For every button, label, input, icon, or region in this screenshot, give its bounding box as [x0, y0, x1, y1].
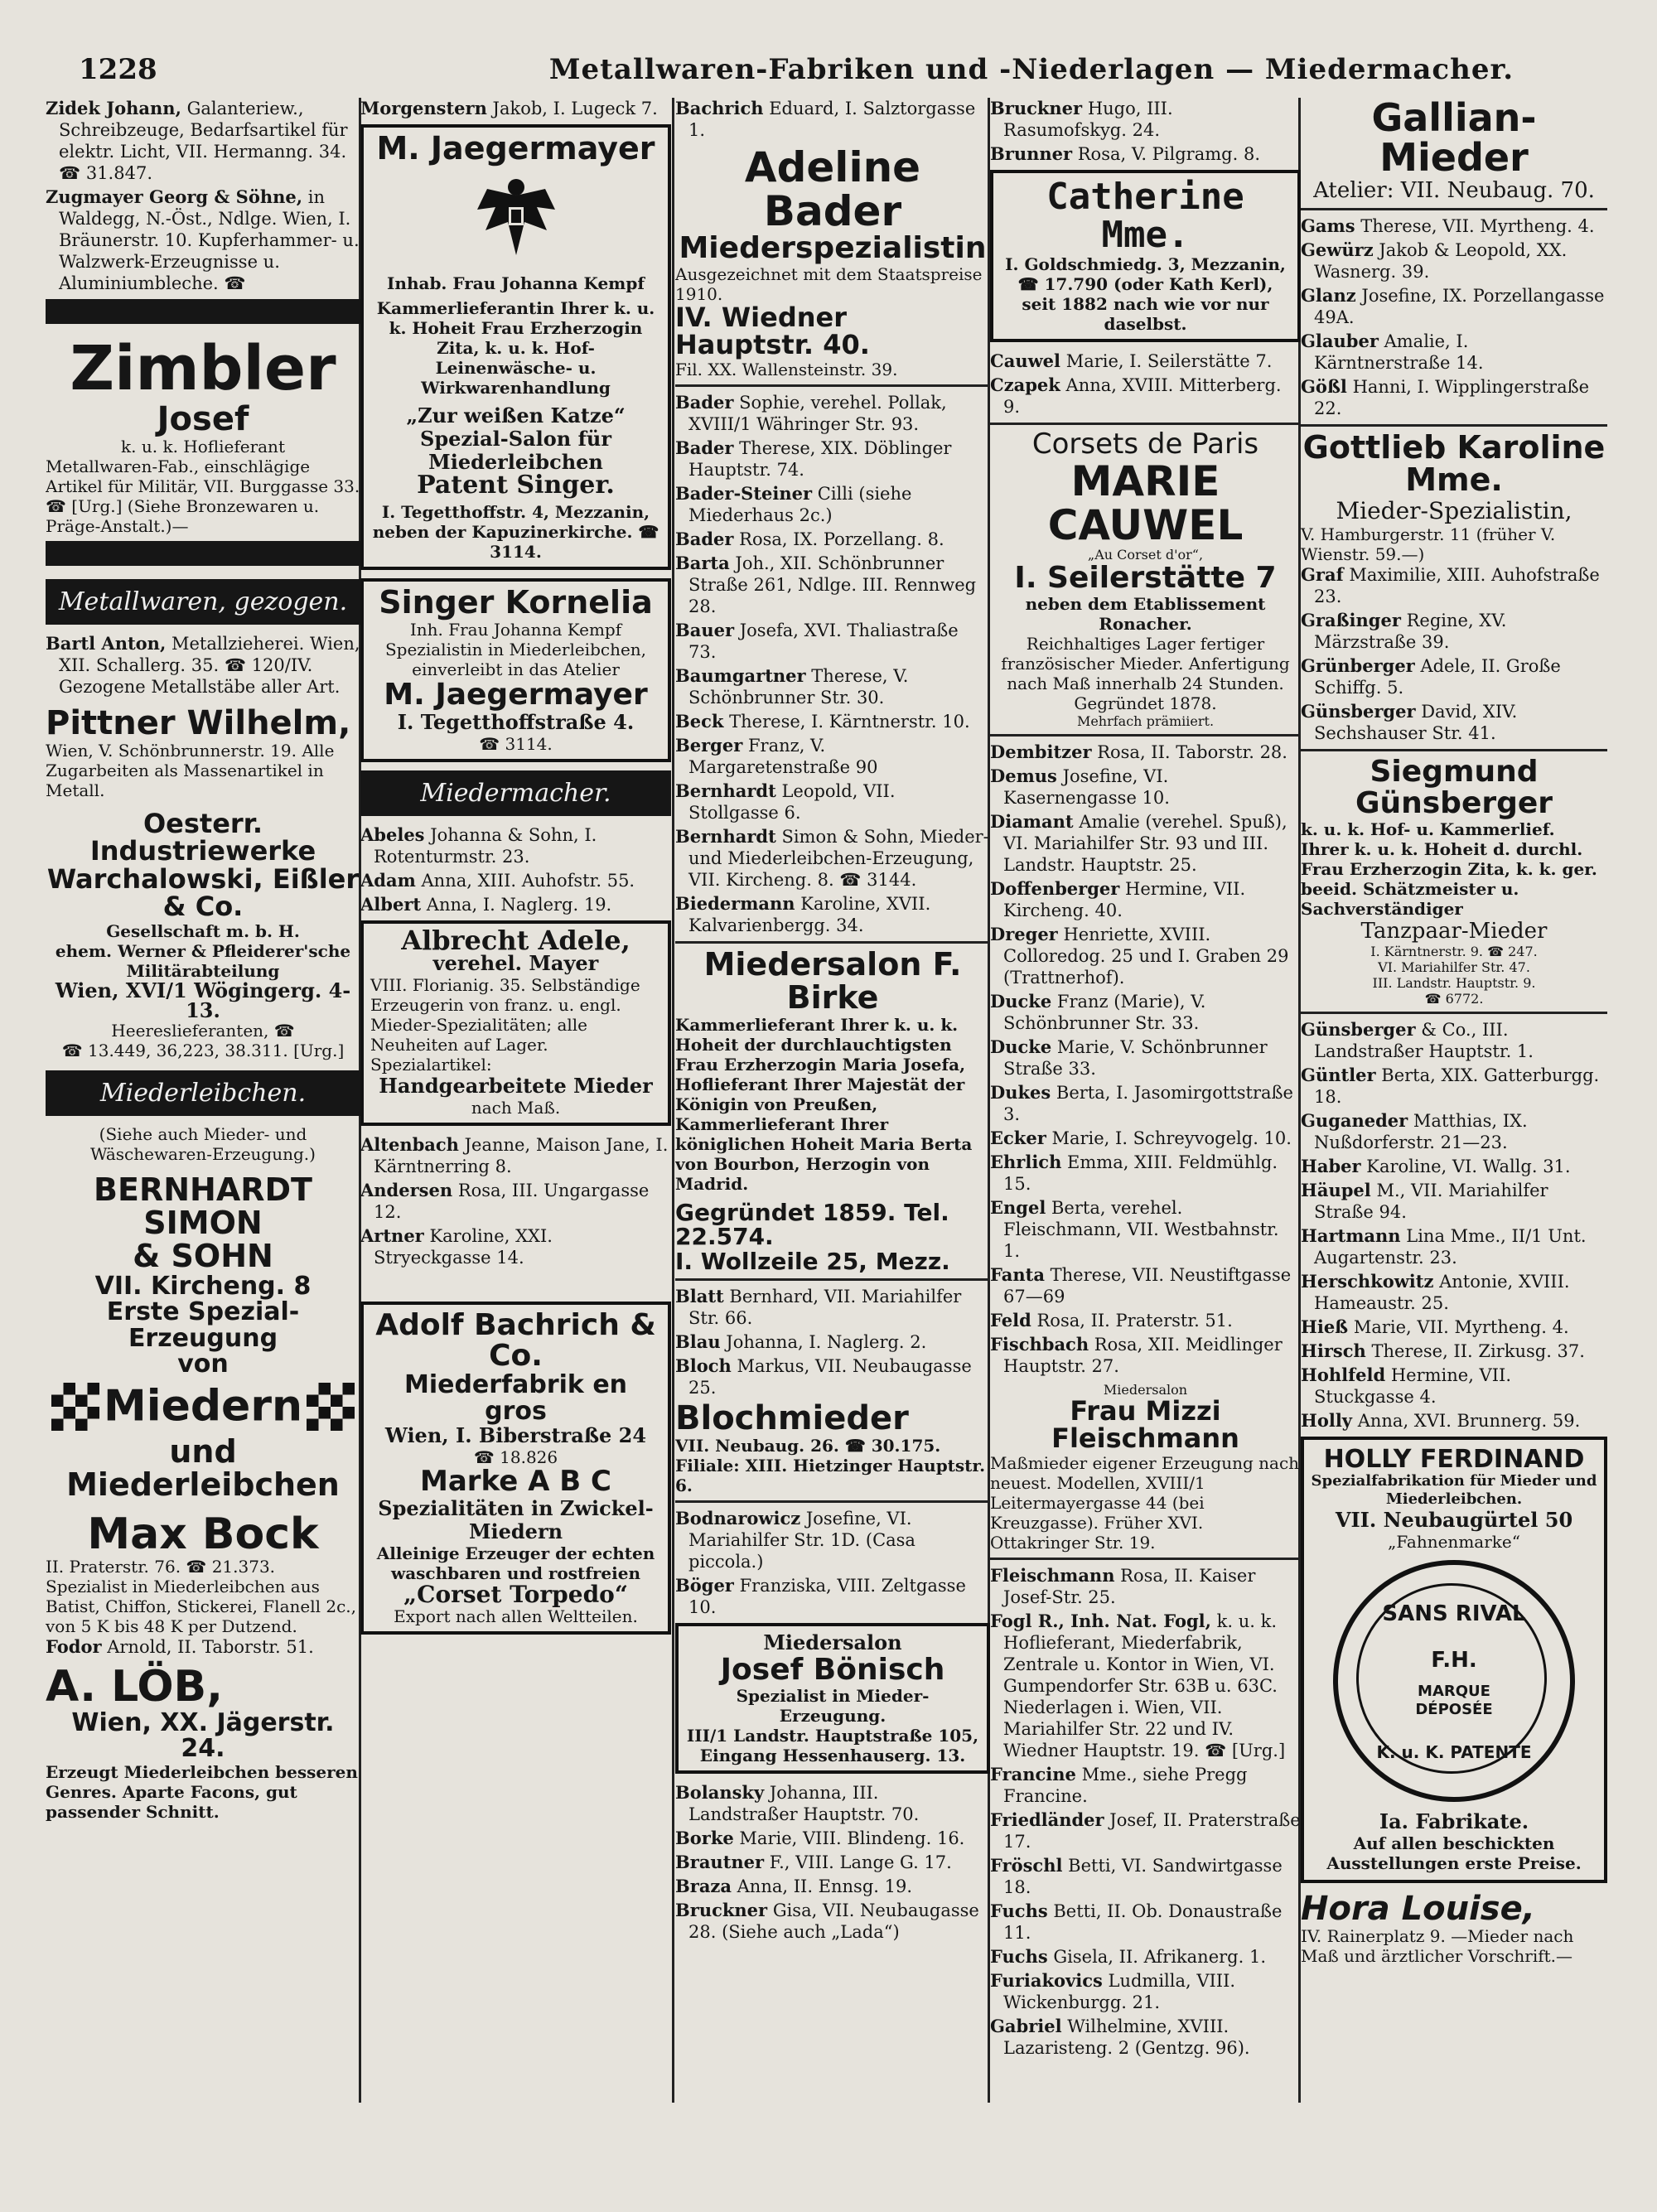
listing-entry: Zugmayer Georg & Söhne, in Waldegg, N.-Öst., Ndlge. Wien, I. Bräunerstr. 10. Kupferhammer- u. Walzwerk-Erzeugnisse u. Aluminiumbleche. ☎ — [46, 186, 360, 293]
listing-entry: Guganeder Matthias, IX. Nußdorferstr. 21—23. — [1301, 1109, 1528, 1152]
ad-max-bock: Max Bock II. Praterstr. 76. ☎ 21.373. Spezialist in Miederleibchen aus Batist, Chiffon, Stickerei, Flanell 2c., von 5 K bis 48 K per Dutzend. — [46, 1509, 356, 1637]
ad-albrecht-adele: Albrecht Adele, verehel. Mayer VIII. Florianig. 35. Selbständige Erzeugerin von franz. u. engl. Mieder-Spezialitäten; alle Neuheiten auf Lager. Spezialartikel: Handgearbeitete Mieder nach Maß. — [360, 920, 671, 1126]
listing-entry: Glanz Josefine, IX. Porzellangasse 49A. — [1301, 284, 1605, 327]
listing-entry: Fanta Therese, VII. Neustiftgasse 67—69 — [990, 1263, 1292, 1306]
listing-entry: Bader-Steiner Cilli (siehe Miederhaus 2c.) — [675, 482, 912, 525]
listing-entry: Güntler Berta, XIX. Gatterburgg. 18. — [1301, 1064, 1600, 1107]
checker-ornament-icon — [51, 1383, 99, 1431]
listing-entry: Fuchs Betti, II. Ob. Donaustraße 11. — [990, 1900, 1283, 1944]
divider-bar — [46, 541, 360, 566]
ad-siegmund-guensberger: Siegmund Günsberger k. u. k. Hof- u. Kammerlief. Ihrer k. u. k. Hoheit d. durchl. Frau Erzherzogin Zita, k. k. ger. beeid. Schätzmeister u. Sachverständiger Tanzpaar-Mieder I. Kärntnerstr. 9. ☎ 247. VI. Mariahilfer Str. 47. III. Landstr. Hauptstr. 9. ☎ 6772. — [1301, 755, 1597, 1007]
ad-marie-cauwel: Corsets de Paris MARIE CAUWEL „Au Corset d'or“, I. Seilerstätte 7 neben dem Etablissement Ronacher. Reichhaltiges Lager fertiger französischer Mieder. Anfertigung nach Maß innerhalb 24 Stunden. Gegründet 1878. Mehrfach prämiiert. — [1001, 427, 1290, 729]
column-2 — [360, 98, 671, 2111]
listing-entry: Friedländer Josef, II. Praterstraße 17. — [990, 1809, 1301, 1852]
double-eagle-crest-icon — [471, 172, 562, 263]
divider-line — [990, 423, 1301, 425]
listing-entry: Haber Karoline, VI. Wallg. 31. — [1301, 1155, 1571, 1176]
listing-entry: Gabriel Wilhelmine, XVIII. Lazaristeng. 2 (Gentzg. 96). — [990, 2016, 1250, 2059]
listing-entry: Bloch Markus, VII. Neubaugasse 25. — [675, 1355, 972, 1398]
listing-entry: Fuchs Gisela, II. Afrikanerg. 1. — [990, 1946, 1266, 1968]
listing-entry: Günsberger & Co., III. Landstraßer Hauptstr. 1. — [1301, 1018, 1534, 1061]
listing-entry: Holly Anna, XVI. Brunnerg. 59. — [1301, 1409, 1581, 1431]
listing-entry: Andersen Rosa, III. Ungargasse 12. — [360, 1179, 650, 1222]
listing-entry: Fodor Arnold, II. Taborstr. 51. — [46, 1636, 314, 1658]
listing-entry: Bernhardt Simon & Sohn, Mieder- und Miederleibchen-Erzeugung, VII. Kircheng. 8. ☎ 3144. — [675, 825, 989, 890]
section-heading: Miederleibchen. — [46, 1070, 360, 1116]
listing-entry: Hartmann Lina Mme., II/1 Unt. Augartenstr. 23. — [1301, 1224, 1587, 1268]
sans-rival-seal-icon: SANS RIVAL F.H. MARQUE DÉPOSÉE K. u. K. PATENTE — [1333, 1560, 1575, 1802]
listing-entry: Engel Berta, verehel. Fleischmann, VII. Westbahnstr. 1. — [990, 1196, 1279, 1261]
listing-entry: Baumgartner Therese, V. Schönbrunner Str. 30. — [675, 664, 909, 708]
listing-entry: Abeles Johanna & Sohn, I. Rotenturmstr. 23. — [360, 823, 597, 867]
listing-entry: Grünberger Adele, II. Große Schiffg. 5. — [1301, 655, 1561, 698]
ad-a-loeb: A. LÖB, Wien, XX. Jägerstr. 24. Erzeugt Miederleibchen besseren Genres. Aparte Facons, gut passender Schnitt. — [46, 1662, 358, 1822]
divider-line — [990, 734, 1301, 737]
listing-entry: Czapek Anna, XVIII. Mitterberg. 9. — [990, 374, 1282, 418]
divider-line — [1301, 424, 1607, 427]
listing-entry: Dukes Berta, I. Jasomirgottstraße 3. — [990, 1081, 1293, 1124]
listing-entry: Demus Josefine, VI. Kasernengasse 10. — [990, 765, 1170, 808]
listing-entry: Diamant Amalie (verehel. Spuß), VI. Mariahilfer Str. 93 und III. Landstr. Hauptstr. 25. — [990, 810, 1287, 875]
listing-entry: Albert Anna, I. Naglerg. 19. — [360, 893, 612, 915]
ad-blochmieder: Blochmieder VII. Neubaug. 26. ☎ 30.175. Filiale: XIII. Hietzinger Hauptstr. 6. — [675, 1398, 986, 1495]
ad-singer-kornelia: Singer Kornelia Inh. Frau Johanna Kempf Spezialistin in Miederleibchen, einverleibt in das Atelier M. Jaegermayer I. Tegetthoffstraße 4. ☎ 3114. — [360, 578, 671, 762]
listing-entry: Doffenberger Hermine, VII. Kircheng. 40. — [990, 877, 1246, 920]
listing-entry: Francine Mme., siehe Pregg Francine. — [990, 1764, 1248, 1807]
page-number: 1228 — [79, 53, 157, 86]
listing-entry: Bolansky Johanna, III. Landstraßer Hauptstr. 70. — [675, 1781, 920, 1824]
divider-line — [675, 941, 990, 944]
listing-entry: Adam Anna, XIII. Auhofstr. 55. — [360, 869, 635, 891]
listing-entry: Cauwel Marie, I. Seilerstätte 7. — [990, 350, 1273, 372]
cross-reference-note: (Siehe auch Mieder- und Wäschewaren-Erzeugung.) — [90, 1124, 316, 1165]
ad-adeline-bader: Adeline Bader Miederspezialistin Ausgezeichnet mit dem Staatspreise 1910. IV. Wiedner Hauptstr. 40. Fil. XX. Wallensteinstr. 39. — [675, 143, 987, 379]
listing-entry: Blau Johanna, I. Naglerg. 2. — [675, 1331, 927, 1352]
listing-entry: Bernhardt Leopold, VII. Stollgasse 6. — [675, 780, 896, 823]
listing-entry: Berger Franz, V. Margaretenstraße 90 — [675, 734, 878, 777]
listing-entry: Bodnarowicz Josefine, VI. Mariahilfer Str. 1D. (Casa piccola.) — [675, 1507, 915, 1572]
ad-mizzi-fleischmann: Miedersalon Frau Mizzi Fleischmann Maßmieder eigener Erzeugung nach neuest. Modellen, XVIII/1 Leitermayergasse 44 (bei Kreuzgasse). Früher XVI. Ottakringer Str. 19. — [990, 1381, 1300, 1553]
ad-oesterr-industriewerke: Oesterr. Industriewerke Warchalowski, Eißler & Co. Gesellschaft m. b. H. ehem. Werner & Pfleiderer'sche Militärabteilung Wien, XVI/1 Wögingerg. 4-13. Heereslieferanten, ☎ ☎ 13.449, 36,223, 38.311. [Urg.] — [46, 807, 360, 1061]
section-heading: Miedermacher. — [360, 770, 671, 816]
divider-line — [990, 1558, 1301, 1560]
listing-entry: Fogl R., Inh. Nat. Fogl, k. u. k. Hoflieferant, Miederfabrik, Zentrale u. Kontor in Wien, VI. Gumpendorfer Str. 63B u. 63C. Niederlagen i. Wien, VII. Mariahilfer Str. 22 und IV. Wiedner Hauptstr. 19. ☎ [Urg.] — [990, 1611, 1286, 1761]
listing-entry: Graf Maximilie, XIII. Auhofstraße 23. — [1301, 564, 1600, 607]
listing-entry: Bader Rosa, IX. Porzellang. 8. — [675, 528, 944, 549]
listing-entry: Artner Karoline, XXI. Stryeckgasse 14. — [360, 1224, 553, 1268]
ad-pittner: Pittner Wilhelm, Wien, V. Schönbrunnerstr. 19. Alle Zugarbeiten als Massenartikel in Metall. — [46, 703, 351, 800]
ad-hora-louise: Hora Louise, IV. Rainerplatz 9. —Mieder nach Maß und ärztlicher Vorschrift.— — [1301, 1890, 1574, 1967]
listing-entry: Gewürz Jakob & Leopold, XX. Wasnerg. 39. — [1301, 239, 1568, 282]
listing-entry: Morgenstern Jakob, I. Lugeck 7. — [360, 98, 658, 118]
listing-entry: Bruckner Hugo, III. Rasumofskyg. 24. — [990, 98, 1173, 140]
listing-entry: Blatt Bernhard, VII. Mariahilfer Str. 66. — [675, 1285, 962, 1328]
listing-entry: Dembitzer Rosa, II. Taborstr. 28. — [990, 741, 1287, 762]
listing-entry: Böger Franziska, VIII. Zeltgasse 10. — [675, 1574, 966, 1617]
listing-entry: Hirsch Therese, II. Zirkusg. 37. — [1301, 1340, 1585, 1361]
column-1 — [46, 98, 360, 2111]
ad-catherine-mme: Catherine Mme. I. Goldschmiedg. 3, Mezzanin, ☎ 17.790 (oder Kath Kerl), seit 1882 nach wie vor nur daselbst. — [990, 170, 1301, 342]
listing-entry: Bauer Josefa, XVI. Thaliastraße 73. — [675, 619, 959, 662]
ad-miedersalon-birke: Miedersalon F. Birke Kammerlieferant Ihrer k. u. k. Hoheit der durchlauchtigsten Frau Erzherzogin Maria Josefa, Hoflieferant Ihrer Majestät der Königin von Preußen, Kammerlieferant Ihrer königlichen Hoheit Maria Berta von Bourbon, Herzogin von Madrid. Gegründet 1859. Tel. 22.574. I. Wollzeile 25, Mezz. — [675, 945, 973, 1275]
listing-entry: Borke Marie, VIII. Blindeng. 16. — [675, 1827, 965, 1848]
listing-entry: Brunner Rosa, V. Pilgramg. 8. — [990, 143, 1260, 164]
divider-line — [1301, 208, 1607, 210]
listing-entry: Dreger Henriette, XVIII. Colloredog. 25 und I. Graben 29 (Trattnerhof). — [990, 923, 1289, 988]
listing-entry: Bruckner Gisa, VII. Neubaugasse 28. (Siehe auch „Lada“) — [675, 1899, 979, 1942]
ad-holly-ferdinand: HOLLY FERDINAND Spezialfabrikation für Mieder und Miederleibchen. VII. Neubaugürtel 50 „Fahnenmarke“ SANS RIVAL F.H. MARQUE DÉPOSÉE K. u. K. PATENTE Ia. Fabrikate. Auf allen beschickten Ausstellungen erste Preise. — [1301, 1437, 1607, 1884]
column-5 — [1301, 98, 1607, 2111]
listing-entry: Bader Sophie, verehel. Pollak, XVIII/1 Währinger Str. 93. — [675, 391, 947, 434]
column-rule — [672, 98, 674, 2103]
listing-entry: Zidek Johann, Galanteriew., Schreibzeuge, Bedarfsartikel für elektr. Licht, VII. Hermanng. 34. ☎ 31.847. — [46, 98, 348, 183]
listing-entry: Bader Therese, XIX. Döblinger Hauptstr. 74. — [675, 437, 952, 480]
listing-entry: Bachrich Eduard, I. Salztorgasse 1. — [675, 98, 976, 140]
divider-line — [675, 1500, 990, 1503]
listing-entry: Altenbach Jeanne, Maison Jane, I. Kärntnerring 8. — [360, 1133, 669, 1176]
listing-entry: Fleischmann Rosa, II. Kaiser Josef-Str. 25. — [990, 1565, 1256, 1608]
listing-entry: Hieß Marie, VII. Myrtheng. 4. — [1301, 1316, 1569, 1337]
running-title: Metallwaren-Fabriken und -Niederlagen — Miedermacher. — [548, 53, 1514, 86]
listing-entry: Günsberger David, XIV. Sechshauser Str. 41. — [1301, 701, 1518, 744]
ad-josef-boenisch: Miedersalon Josef Bönisch Spezialist in Mieder-Erzeugung. III/1 Landstr. Hauptstraße 105, Eingang Hessenhauserg. 13. — [675, 1623, 990, 1774]
listing-entry: Barta Joh., XII. Schönbrunner Straße 261, Ndlge. III. Rennweg 28. — [675, 552, 977, 616]
ad-gottlieb-karoline: Gottlieb Karoline Mme. Mieder-Spezialistin, V. Hamburgerstr. 11 (früher V. Wienstr. 59.—) — [1301, 428, 1606, 565]
divider-line — [1301, 1012, 1607, 1014]
column-4 — [990, 98, 1301, 2111]
listing-entry: Herschkowitz Antonie, XVIII. Hameaustr. 25. — [1301, 1270, 1570, 1313]
column-3 — [675, 98, 990, 2111]
listing-entry: Fischbach Rosa, XII. Meidlinger Hauptstr. 27. — [990, 1333, 1283, 1376]
listing-entry: Furiakovics Ludmilla, VIII. Wickenburgg. 21. — [990, 1970, 1236, 2013]
listing-entry: Beck Therese, I. Kärntnerstr. 10. — [675, 710, 970, 732]
divider-line — [675, 384, 990, 387]
listing-entry: Ehrlich Emma, XIII. Feldmühlg. 15. — [990, 1151, 1278, 1194]
divider-line — [675, 1278, 990, 1281]
divider-line — [1301, 749, 1607, 751]
listing-entry: Gößl Hanni, I. Wipplingerstraße 22. — [1301, 375, 1590, 418]
listing-entry: Hohlfeld Hermine, VII. Stuckgasse 4. — [1301, 1364, 1511, 1407]
listing-entry: Glauber Amalie, I. Kärntnerstraße 14. — [1301, 330, 1484, 373]
listing-entry: Ducke Marie, V. Schönbrunner Straße 33. — [990, 1036, 1268, 1079]
page-header — [0, 0, 1657, 91]
listing-entry: Graßinger Regine, XV. Märzstraße 39. — [1301, 610, 1507, 653]
listing-entry: Biedermann Karoline, XVII. Kalvarienbergg. 34. — [675, 892, 931, 935]
listing-entry: Braza Anna, II. Ennsg. 19. — [675, 1875, 913, 1896]
listing-entry: Brautner F., VIII. Lange G. 17. — [675, 1851, 952, 1872]
ad-zimbler: Zimbler Josef k. u. k. Hoflieferant Metallwaren-Fab., einschlägige Artikel für Militär, VII. Burggasse 33. ☎ [Urg.] (Siehe Bronzewaren u. Präge-Anstalt.)— — [46, 333, 360, 536]
listing-entry: Ecker Marie, I. Schreyvogelg. 10. — [990, 1127, 1292, 1148]
section-heading: Metallwaren, gezogen. — [46, 579, 360, 625]
listing-entry: Gams Therese, VII. Myrtheng. 4. — [1301, 215, 1595, 236]
listing-entry: Bartl Anton, Metallzieherei. Wien, XII. Schallerg. 35. ☎ 120/IV. Gezogene Metallstäbe aller Art. — [46, 632, 360, 697]
listing-entry: Fröschl Betti, VI. Sandwirtgasse 18. — [990, 1855, 1283, 1898]
checker-ornament-icon — [307, 1383, 355, 1431]
listing-entry: Häupel M., VII. Mariahilfer Straße 94. — [1301, 1179, 1548, 1222]
listing-entry: Feld Rosa, II. Praterstr. 51. — [990, 1309, 1233, 1331]
ad-bernhardt-simon: BERNHARDT SIMON & SOHN VII. Kircheng. 8 Erste Spezial-Erzeugung von Miedern und Miederleibchen — [46, 1174, 360, 1501]
ad-gallian-mieder: Gallian-Mieder Atelier: VII. Neubaug. 70. — [1313, 98, 1595, 203]
ad-jaegermayer: M. Jaegermayer Inhab. Frau Johanna Kempf Kammerlieferantin Ihrer k. u. k. Hoheit Frau Erzherzogin Zita, k. u. k. Hof-Leinenwäsche- u. Wirkwarenhandlung „Zur weißen Katze“ Spezial-Salon für Miederleibchen Patent Singer. I. Tegetthoffstr. 4, Mezzanin, neben der Kapuzinerkirche. ☎ 3114. — [360, 124, 671, 570]
ad-adolf-bachrich: Adolf Bachrich & Co. Miederfabrik en gros Wien, I. Biberstraße 24 ☎ 18.826 Marke A B C Spezialitäten in Zwickel-Miedern Alleinige Erzeuger der echten waschbaren und rostfreien „Corset Torpedo“ Export nach allen Weltteilen. — [360, 1302, 671, 1635]
listing-entry: Ducke Franz (Marie), V. Schönbrunner Str. 33. — [990, 990, 1206, 1033]
divider-bar — [46, 299, 360, 324]
